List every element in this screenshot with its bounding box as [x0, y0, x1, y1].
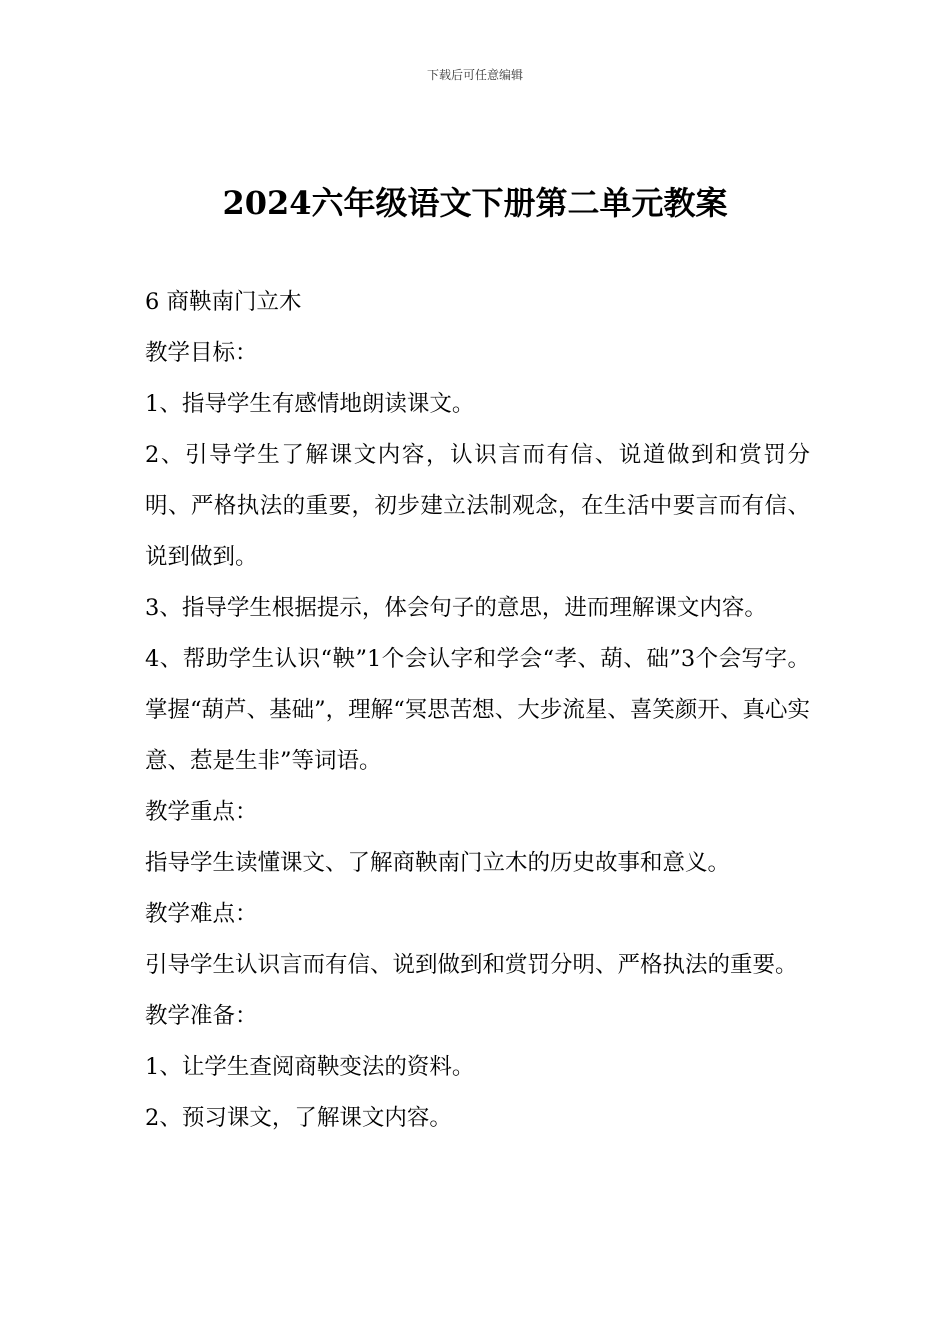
- section-heading-difficulties: 教学难点：: [145, 901, 258, 927]
- document-body: [145, 277, 810, 1144]
- section-heading-preparation: 教学准备：: [145, 1003, 258, 1029]
- objective-item: 3、指导学生根据提示，体会句子的意思，进而理解课文内容。: [145, 595, 767, 621]
- preparation-item: 1、让学生查阅商鞅变法的资料。: [145, 1054, 475, 1080]
- objective-item: 1、指导学生有感情地朗读课文。: [145, 391, 475, 417]
- key-point-text: 指导学生读懂课文、了解商鞅南门立木的历史故事和意义。: [145, 850, 731, 876]
- objective-item: 4、帮助学生认识“鞅”1个会认字和学会“孝、葫、础”3个会写字。掌握“葫芦、基础”，理解“冥思苦想、大步流星、喜笑颜开、真心实意、惹是生非”等词语。: [145, 646, 810, 774]
- section-heading-key-points: 教学重点：: [145, 799, 258, 825]
- header-note: 下载后可任意编辑: [426, 68, 523, 82]
- preparation-item: 2、预习课文，了解课文内容。: [145, 1105, 452, 1131]
- section-heading-objectives: 教学目标：: [145, 340, 258, 366]
- objective-item: 2、引导学生了解课文内容，认识言而有信、说道做到和赏罚分明、严格执法的重要，初步建立法制观念，在生活中要言而有信、说到做到。: [145, 442, 810, 570]
- page-title: 2024六年级语文下册第二单元教案: [222, 184, 728, 222]
- difficulty-text: 引导学生认识言而有信、说到做到和赏罚分明、严格执法的重要。: [145, 952, 798, 978]
- lesson-heading: 6 商鞅南门立木: [145, 289, 302, 315]
